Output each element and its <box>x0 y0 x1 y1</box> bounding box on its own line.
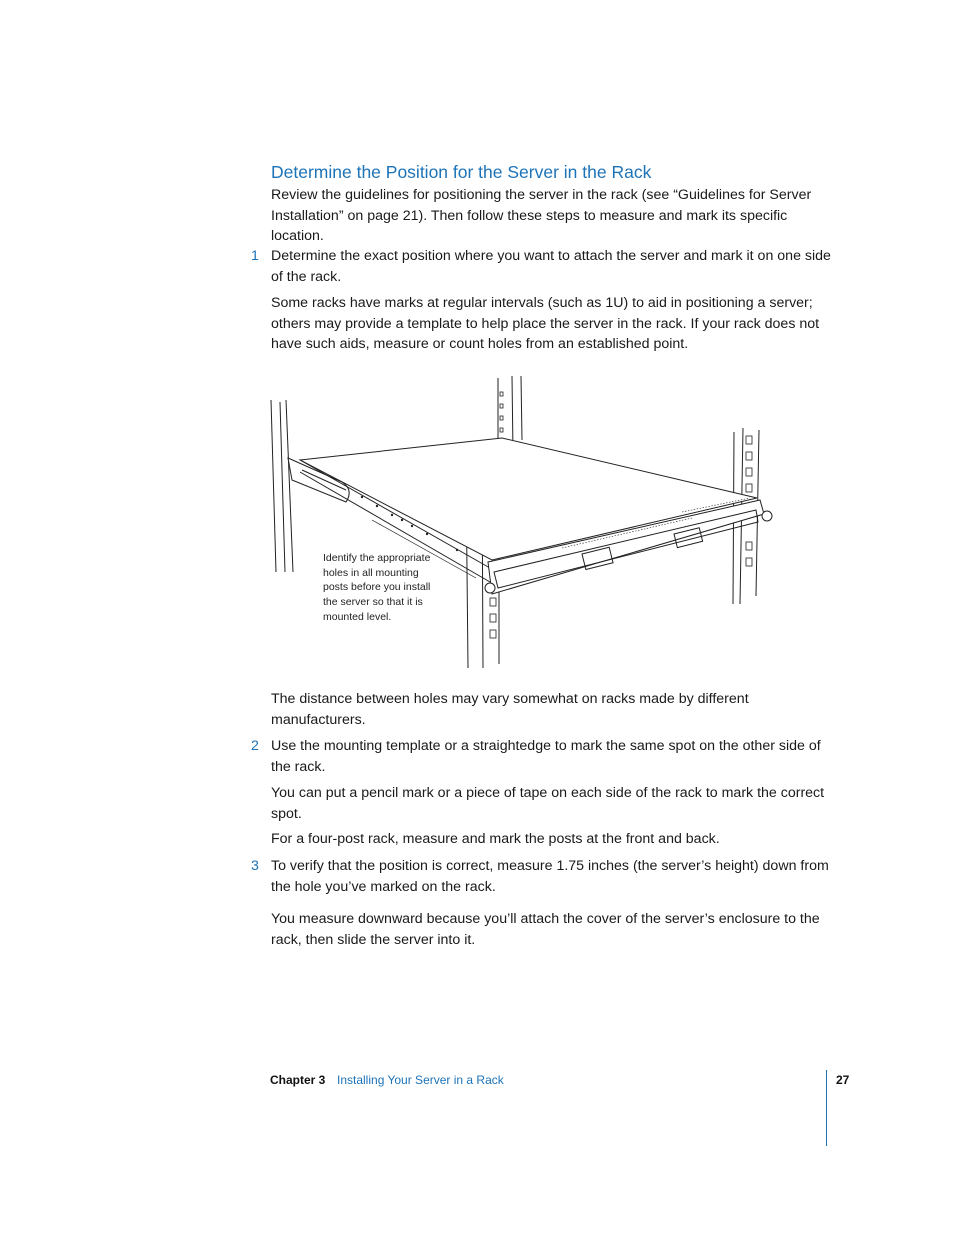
section-heading: Determine the Position for the Server in the Rack <box>271 162 652 182</box>
step-2-text: Use the mounting template or a straightedge to mark the same spot on the other side of the rack. <box>271 738 821 775</box>
footer-chapter: Chapter 3 <box>270 1073 326 1087</box>
step-3-text: To verify that the position is correct, measure 1.75 inches (the server’s height) down from the hole you’ve marked on the rack. <box>271 858 829 895</box>
step-number-1: 1 <box>251 248 259 264</box>
rack-server-illustration <box>262 372 782 672</box>
after-figure-paragraph: The distance between holes may vary somewhat on racks made by different manufacturers. <box>271 691 749 728</box>
footer-chapter-title: Installing Your Server in a Rack <box>337 1073 504 1087</box>
figure-callout: Identify the appropriate holes in all mounting posts before you install the server so that it is mounted level. <box>323 552 431 623</box>
step-3-note: You measure downward because you’ll attach the cover of the server’s enclosure to the rack, then slide the server into it. <box>271 911 820 948</box>
step-2-note-1: You can put a pencil mark or a piece of tape on each side of the rack to mark the correct spot. <box>271 785 825 822</box>
page-number: 27 <box>836 1073 850 1087</box>
step-2-note-2: For a four-post rack, measure and mark the posts at the front and back. <box>271 831 720 847</box>
step-number-2: 2 <box>251 738 259 754</box>
footer-divider <box>826 1070 827 1146</box>
intro-paragraph: Review the guidelines for positioning the server in the rack (see “Guidelines for Server Installation” on page 21). Then follow these steps to measure and mark its specific location. <box>271 187 812 244</box>
step-1-text: Determine the exact position where you want to attach the server and mark it on one side of the rack. <box>271 248 831 285</box>
step-number-3: 3 <box>251 858 259 874</box>
step-1-note: Some racks have marks at regular intervals (such as 1U) to aid in positioning a server; others may provide a template to help place the server in the rack. If your rack does not have such aids, measure or count holes from an established point. <box>271 295 820 352</box>
